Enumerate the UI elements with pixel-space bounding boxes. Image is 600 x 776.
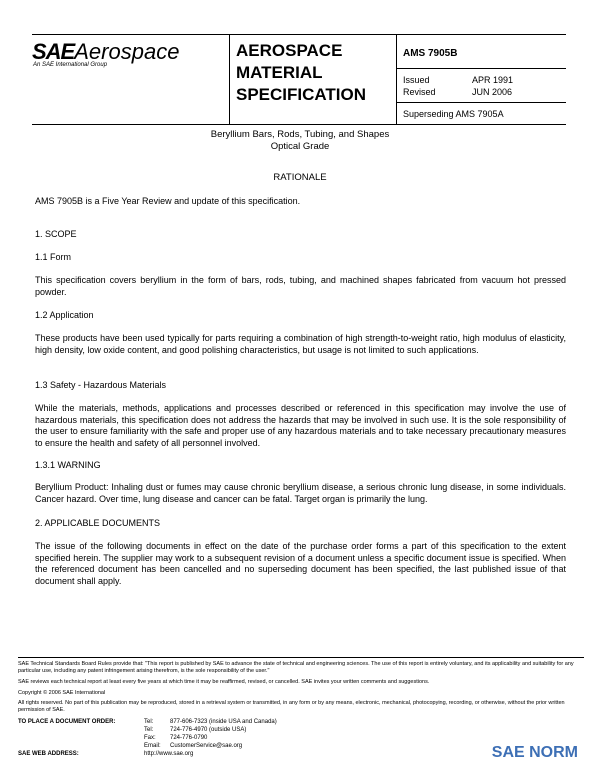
document-number: AMS 7905B xyxy=(403,48,458,59)
order-label: TO PLACE A DOCUMENT ORDER: xyxy=(18,719,116,725)
section-1-1-heading: 1.1 Form xyxy=(35,252,72,262)
section-1-3-1-heading: 1.3.1 WARNING xyxy=(35,460,101,470)
header-divider-left xyxy=(229,34,230,124)
sae-aerospace-logo xyxy=(32,41,179,63)
rationale-heading: RATIONALE xyxy=(273,172,327,183)
section-1-3-text: While the materials, methods, applications and processes described or referenced in this specification may involve the use of hazardous materials, this specification does not address the hazards that may be involved in such use. It is the sole responsibility of the user to ensure familiarity with the safe and proper use of any hazardous materials and to take necessary precautionary measures to ensure the health and safety of all personnel involved. xyxy=(35,403,566,448)
web-label: SAE WEB ADDRESS: xyxy=(18,751,79,757)
tel-label: Tel: xyxy=(144,719,154,725)
footer-rules-notice: SAE Technical Standards Board Rules provide that: "This report is published by SAE to advance the state of technical and engineering sciences. The use of this report is entirely voluntary, and its applicability and suitability for any particular use, including any patent infringement arising therefrom, is the sole responsibility of the user." xyxy=(18,661,574,674)
fax-value: 724-776-0790 xyxy=(170,735,208,741)
doc-title-line1: Beryllium Bars, Rods, Tubing, and Shapes xyxy=(210,129,390,140)
section-1-heading: 1. SCOPE xyxy=(35,229,77,239)
header-top-rule xyxy=(32,34,566,35)
section-1-2-text: These products have been used typically for parts requiring a combination of high strength-to-weight ratio, high modulus of elasticity, high density, low oxide content, and good polishing characteristics, but usage is not limited to such applications. xyxy=(35,333,566,355)
email-label: Email: xyxy=(144,743,161,749)
web-link[interactable]: http://www.sae.org xyxy=(144,751,194,757)
header-divider-right xyxy=(396,34,397,124)
doc-title-line2: Optical Grade xyxy=(270,141,330,152)
sae-norm-watermark: SAE NORM xyxy=(491,744,578,761)
issued-date: APR 1991 xyxy=(472,75,514,85)
footer-rule xyxy=(18,657,584,658)
section-1-3-heading: 1.3 Safety - Hazardous Materials xyxy=(35,380,167,390)
logo-tagline: An SAE International Group xyxy=(33,62,108,68)
footer-review-notice: SAE reviews each technical report at least every five years at which time it may be reaffirmed, revised, or cancelled. SAE invites your written comments and suggestions. xyxy=(18,679,430,685)
logo-sae: SAE xyxy=(32,39,75,64)
issued-label: Issued xyxy=(403,75,430,85)
tel2-value: 724-776-4970 (outside USA) xyxy=(170,727,247,733)
revised-date: JUN 2006 xyxy=(472,87,513,97)
rationale-text: AMS 7905B is a Five Year Review and update of this specification. xyxy=(35,196,301,206)
tel2-label: Tel: xyxy=(144,727,154,733)
fax-label: Fax: xyxy=(144,735,156,741)
tel-value: 877-606-7323 (inside USA and Canada) xyxy=(170,719,277,725)
section-1-1-text: This specification covers beryllium in the form of bars, rods, tubing, and machined shapes fabricated from vacuum hot pressed powder. xyxy=(35,275,566,297)
header-rule-dates xyxy=(396,102,566,103)
footer-copyright: Copyright © 2006 SAE International xyxy=(18,690,106,696)
header-bottom-rule xyxy=(32,124,566,125)
email-link[interactable]: CustomerService@sae.org xyxy=(170,743,243,749)
section-2-heading: 2. APPLICABLE DOCUMENTS xyxy=(35,518,161,528)
section-1-2-heading: 1.2 Application xyxy=(35,310,94,320)
footer-rights-notice: All rights reserved. No part of this publication may be reproduced, stored in a retrieval system or transmitted, in any form or by any means, electronic, mechanical, photocopying, recording, or otherwise, without the prior written permission of SAE. xyxy=(18,700,565,713)
section-2-text: The issue of the following documents in effect on the date of the purchase order forms a part of this specification to the extent specified herein. The supplier may work to a subsequent revision of a document unless a specific document issue is specified. When the referenced document has been cancelled and no superseding document has been specified, the last published issue of that document shall apply. xyxy=(35,541,566,586)
superseding-note: Superseding AMS 7905A xyxy=(403,109,504,119)
header-rule-docnum xyxy=(396,68,566,69)
page-title: AEROSPACE MATERIAL SPECIFICATION xyxy=(236,41,367,104)
section-1-3-1-text: Beryllium Product: Inhaling dust or fumes may cause chronic beryllium disease, a serious chronic lung disease, in some individuals. Cancer hazard. Over time, lung disease and cancer can be fatal. Target organ is primarily the lung. xyxy=(35,482,566,504)
logo-aerospace: Aerospace xyxy=(74,39,180,64)
revised-label: Revised xyxy=(403,87,436,97)
